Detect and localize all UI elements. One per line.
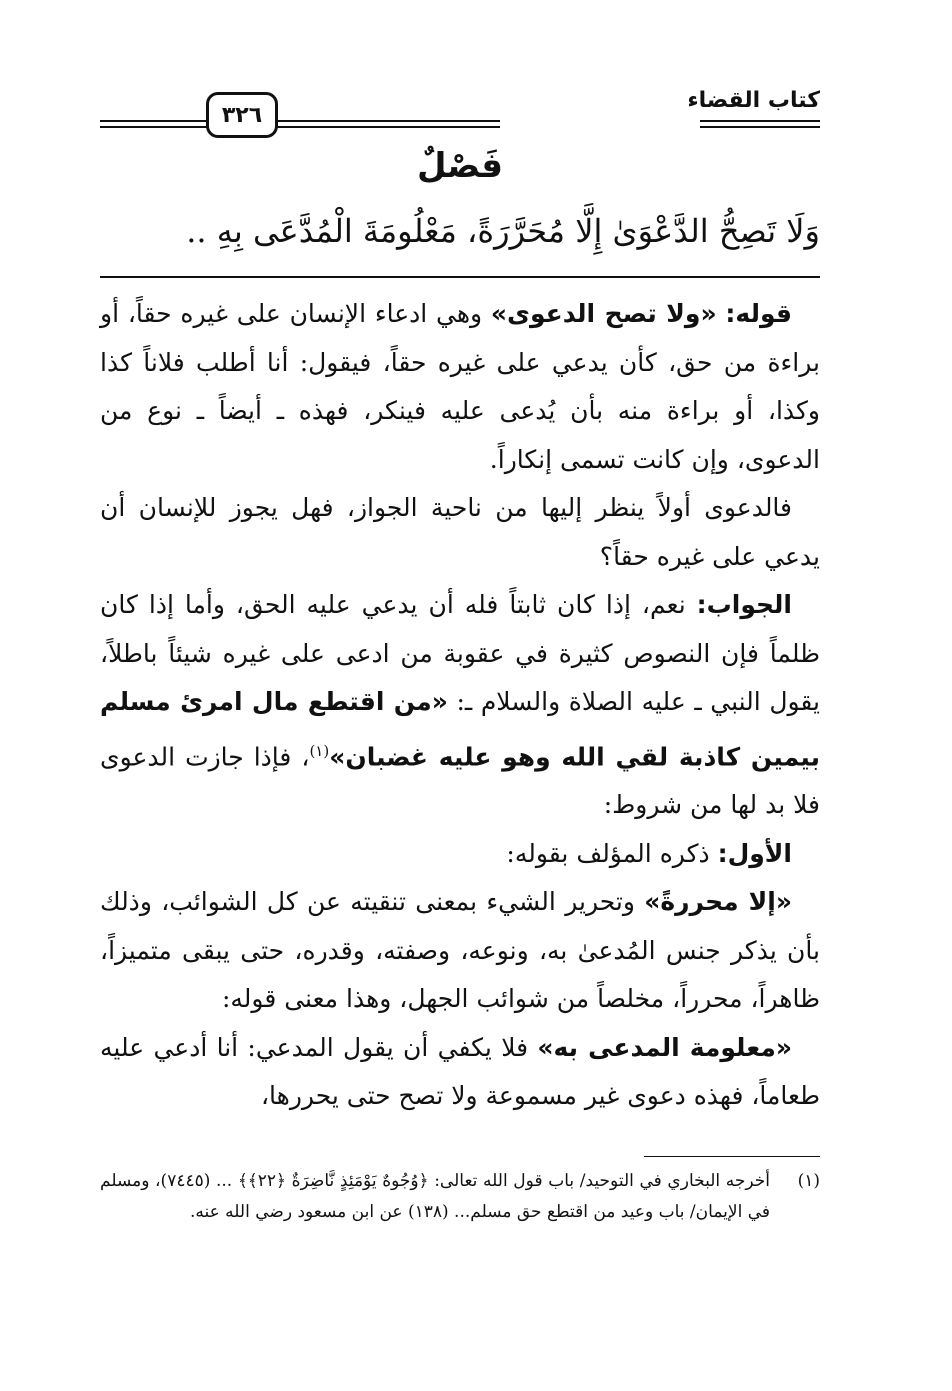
paragraph-4	[100, 830, 820, 879]
book-title: كتاب القضاء	[687, 88, 820, 113]
paragraph-text: وتحرير الشيء بمعنى تنقيته عن كل الشوائب، وذلك بأن يذكر جنس المُدعىٰ به، ونوعه، وصفته، وقدره، حتى يبقى متميزاً، ظاهراً، محرراً، مخلصاً من شوائب الجهل، وهذا معنى قوله:	[100, 887, 820, 1014]
footnote-text: أخرجه البخاري في التوحيد/ باب قول الله تعالى: ﴿وُجُوهٌ يَوْمَئِذٍ نَّاضِرَةٌ ﴿٢٢﴾﴾ ... (٧٤٤٥)، ومسلم في الإيمان/ باب وعيد من اقتطع حق مسلم... (١٣٨) عن ابن مسعود رضي الله عنه.	[100, 1171, 770, 1222]
paragraph-label: الجواب:	[696, 590, 792, 619]
paragraph-text: ذكره المؤلف بقوله:	[506, 838, 718, 868]
paragraph-5	[100, 878, 820, 1024]
paragraph-text: نعم، إذا كان ثابتاً فله أن يدعي عليه الحق، وأما إذا كان ظلماً فإن النصوص كثيرة في عقوبة من ادعى على غيره شيئاً باطلاً، يقول النبي ـ عليه الصلاة والسلام ـ:	[100, 590, 820, 716]
paragraph-label: الأول:	[717, 838, 792, 868]
paragraph-6	[100, 1024, 820, 1121]
hadith-quote: «من اقتطع مال امرئ مسلم بيمين كاذبة لقي الله وهو عليه غضبان»	[100, 687, 820, 771]
footnote	[100, 1166, 820, 1228]
matn-text: وَلَا تَصِحُّ الدَّعْوَىٰ إِلَّا مُحَرَّرَةً، مَعْلُومَةَ الْمُدَّعَى بِهِ ..	[186, 212, 820, 250]
quoted-matn: «ولا تصح الدعوى»	[490, 299, 717, 328]
quoted-matn: «إلا محررةً»	[644, 887, 792, 917]
header-rule-right	[700, 120, 820, 128]
paragraph-text: فالدعوى أولاً ينظر إليها من ناحية الجواز، فهل يجوز للإنسان أن يدعي على غيره حقاً؟	[100, 493, 820, 571]
paragraph-text: وهي ادعاء الإنسان على غيره حقاً، أو براءة من حق، كأن يدعي على غيره حقاً، فيقول: أنا أطلب فلاناً كذا وكذا، أو براءة منه بأن يُدعى عليه فينكر، فهذه ـ أيضاً ـ نوع من الدعوى، وإن كانت تسمى إنكاراً.	[100, 299, 820, 474]
footnote-number: (١)	[797, 1171, 820, 1191]
paragraph-2	[100, 484, 820, 581]
header-rule-left	[100, 120, 500, 128]
page-number: ٣٢٦	[206, 92, 278, 138]
paragraph-text: فلا يكفي أن يقول المدعي: أنا أدعي عليه طعاماً، فهذه دعوى غير مسموعة ولا تصح حتى يحررها،	[100, 1032, 820, 1111]
commentary-body	[100, 290, 820, 1121]
footnote-ref[interactable]: (١)	[309, 741, 330, 760]
paragraph-1	[100, 290, 820, 484]
page-header	[100, 84, 820, 140]
quoted-matn: «معلومة المدعى به»	[537, 1032, 792, 1062]
footnote-divider	[644, 1156, 820, 1157]
paragraph-3	[100, 581, 820, 830]
section-title: فَصْلٌ	[416, 146, 504, 186]
matn-divider	[100, 276, 820, 278]
paragraph-text: ، فإذا جازت الدعوى فلا بد لها من شروط:	[100, 741, 820, 820]
paragraph-label: قوله:	[725, 299, 792, 328]
